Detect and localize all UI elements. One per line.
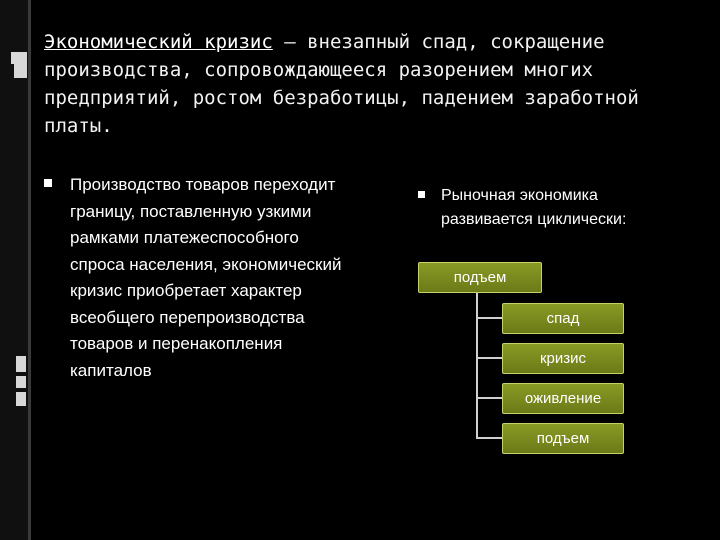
slide-left-edge [28, 0, 31, 540]
cycle-phase-node: оживление [502, 383, 624, 414]
connector-line [476, 437, 502, 439]
cycle-root-node: подъем [418, 262, 542, 293]
cycle-phase-node: кризис [502, 343, 624, 374]
bullet-square-icon [44, 179, 52, 187]
connector-line [476, 357, 502, 359]
bullet-square-icon [418, 191, 425, 198]
right-bullet-item [418, 184, 688, 232]
title-definition: – внезапный спад, сокращение производства, сопровождающееся разорением многих предприятий, ростом безработицы, падением заработной платы. [44, 31, 639, 137]
cycle-phase-node: спад [502, 303, 624, 334]
right-bullet-text: Рыночная экономика развивается циклически: [441, 187, 627, 228]
cycle-phase-node: подъем [502, 423, 624, 454]
connector-line [476, 292, 478, 438]
decor-bar [16, 356, 26, 372]
decor-bar [14, 60, 27, 78]
connector-line [476, 397, 502, 399]
decor-bar [16, 392, 26, 406]
slide-left-bar [0, 0, 28, 540]
left-bullet-text: Производство товаров переходит границу, поставленную узкими рамками платежеспособного спроса населения, экономический кризис приобретает характер всеобщего перепроизводства товаров и перенакопления капиталов [70, 175, 342, 380]
slide-title [44, 28, 704, 140]
decor-bar [16, 376, 26, 388]
left-bullet-item [44, 172, 344, 384]
title-term: Экономический кризис [44, 31, 273, 53]
connector-line [476, 317, 502, 319]
